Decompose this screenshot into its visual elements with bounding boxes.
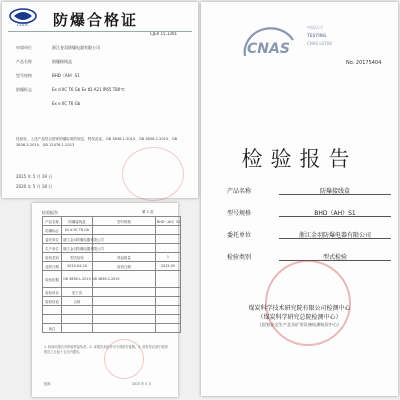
- table-cell: GB 3836.1-2010 GB 3836.2-2010: [62, 271, 93, 288]
- page-number: 第 1 页: [142, 210, 154, 214]
- explosion-proof-certificate: [2, 2, 198, 198]
- table-cell: [156, 306, 181, 315]
- report-field-client: 委托单位 浙江金羽防爆电器有限公司: [227, 230, 283, 239]
- table-cell: [156, 297, 181, 306]
- report-org-alt-name: （煤炭科学研究总院检测中心）: [257, 314, 342, 321]
- table-cell: 见下页: [62, 288, 93, 297]
- table-row: [43, 324, 181, 333]
- approver-label: 批准：: [44, 382, 54, 386]
- report-org-name: 煤炭科学技术研究院有限公司检测中心: [248, 305, 351, 312]
- table-cell: [93, 288, 156, 297]
- table-cell: 生产单位: [43, 244, 62, 253]
- table-cell: [93, 226, 156, 235]
- table-cell: 样品数量: [93, 253, 156, 262]
- cnas-logo-icon: [241, 26, 297, 66]
- report-notes: 1. 检验结果仅对所检样品负责。2. 本报告未经许可不得部分复制。3. 如有异议请于收到报告之日起十五日内提出。: [44, 345, 168, 354]
- table-cell: 委托单位: [43, 235, 62, 244]
- cnas-code: CNAS L0708: [307, 41, 332, 46]
- report-org-national-center: (国家安全生产北京矿用设备检测检验中心): [260, 322, 339, 327]
- table-cell: 浙江金羽防爆电器有限公司: [62, 244, 93, 253]
- table-cell: BHD（AH）S1: [156, 217, 181, 226]
- table-cell: [156, 288, 181, 297]
- table-cell: 检验依据: [43, 271, 62, 288]
- table-cell: [156, 244, 181, 253]
- table-cell: Ex d IIC T6 Gb: [62, 226, 93, 235]
- table-cell: 检验项目: [43, 288, 62, 297]
- table-row: [43, 235, 181, 244]
- table-cell: 防爆标志: [43, 226, 62, 235]
- report-title: 检验报告: [241, 147, 358, 171]
- cert-row-model: 型号规格 BHD（AH）S1: [16, 73, 80, 78]
- table-cell: 1: [156, 253, 181, 262]
- table-row: [43, 271, 181, 288]
- table-row: [43, 297, 181, 306]
- table-caption: 检验报告: [42, 210, 58, 215]
- table-cell: [93, 324, 156, 333]
- table-cell: [43, 306, 62, 315]
- table-cell: 浙江金羽防爆电器有限公司: [62, 235, 93, 244]
- certificate-header: [8, 8, 192, 36]
- table-cell: [62, 306, 93, 315]
- certificate-statement: 经检验，上述产品符合国家防爆标准的规定，特发此证。GB 3836.1-2010、GB 3836.2-2010、GB 3836.3-2010、GB 12476.1-2013: [16, 137, 178, 147]
- red-seal-stamp: [104, 339, 144, 379]
- cnas-mark: CNAS: [247, 41, 290, 57]
- cert-row-product: 产品名称 防爆接线盒: [16, 59, 72, 64]
- table-cell: 2015-04-20: [62, 262, 93, 271]
- table-cell: 合格: [62, 297, 93, 306]
- table-row: [43, 262, 181, 271]
- report-number: No. 20175404: [346, 60, 382, 66]
- test-report-cover: [201, 2, 398, 396]
- test-result-page: [32, 203, 181, 397]
- report-field-category: 检验类别 型式检验: [227, 252, 283, 261]
- red-seal-stamp: [122, 147, 184, 201]
- certificate-title: 防爆合格证: [53, 11, 139, 29]
- table-cell: [156, 315, 181, 324]
- cert-sign-date: 2015 年 5 月 19 日: [16, 174, 53, 179]
- cert-row-marking-2: Ex e IIC T6 Gb: [52, 101, 81, 106]
- table-row: [43, 306, 181, 315]
- table-cell: 型号规格: [93, 217, 156, 226]
- cnas-english: TESTING: [307, 33, 327, 38]
- report-field-product: 产品名称 防爆接线盒: [227, 186, 283, 195]
- cnas-chinese: 中国认可: [307, 25, 323, 30]
- table-cell: [93, 297, 156, 306]
- table-cell: 产品名称: [43, 217, 62, 226]
- org-abbreviation: CCSTC: [17, 23, 29, 27]
- table-cell: [62, 324, 93, 333]
- divider: [8, 31, 192, 32]
- table-cell: 型式检验: [62, 253, 93, 262]
- table-cell: [156, 226, 181, 235]
- table-cell: 检验类别: [43, 253, 62, 262]
- table-row: [43, 244, 181, 253]
- table-cell: 送样日期: [43, 262, 62, 271]
- table-row: [43, 217, 181, 226]
- table-cell: [156, 324, 181, 333]
- table-row: [43, 288, 181, 297]
- certificate-number: CJEX 15.1301: [150, 31, 178, 36]
- table-row: [43, 315, 181, 324]
- table-cell: 检验日期: [93, 262, 156, 271]
- table-row: [43, 253, 181, 262]
- report-field-model: 型号规格 BHD（AH）S1: [227, 208, 283, 217]
- cert-row-marking: 防爆标志 Ex d IIC T6 Gb Ex tD A21 IP65 T80℃: [16, 87, 125, 92]
- table-cell: 2015-05: [156, 262, 181, 271]
- test-table: [42, 216, 181, 333]
- table-cell: 备注: [43, 324, 62, 333]
- table-cell: [93, 306, 156, 315]
- table-cell: [156, 235, 181, 244]
- cert-valid-date: 2020 年 5 月 18 日: [16, 184, 53, 189]
- table-cell: [62, 315, 93, 324]
- table-cell: [43, 315, 62, 324]
- table-cell: [93, 315, 156, 324]
- report-date: 2015 年 5 月: [132, 382, 152, 386]
- table-row: [43, 226, 181, 235]
- table-cell: [156, 271, 181, 288]
- table-cell: 检验结论: [43, 297, 62, 306]
- cert-row-applicant: 申请单位 浙江金羽防爆电器有限公司: [16, 45, 100, 50]
- table-cell: 防爆接线盒: [62, 217, 93, 226]
